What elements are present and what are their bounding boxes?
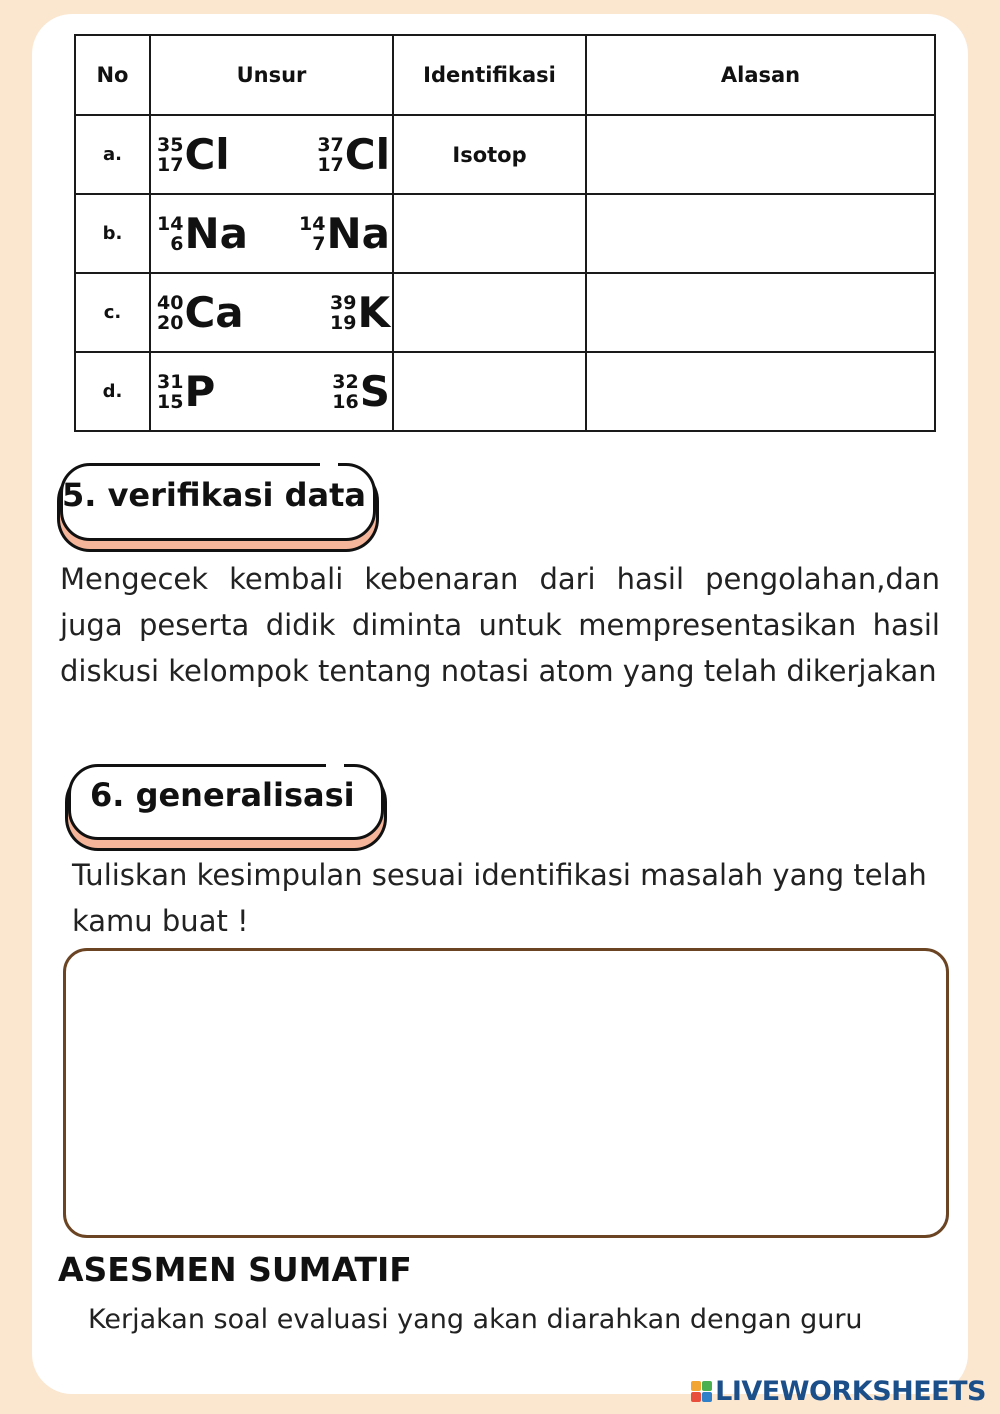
header-no: No <box>75 35 150 115</box>
element-symbol: Cl <box>184 129 230 179</box>
nuclide-notation <box>299 208 390 258</box>
alasan-cell[interactable] <box>586 194 935 273</box>
unsur-cell <box>150 273 393 352</box>
section6-title: 6. generalisasi <box>90 776 355 814</box>
identifikasi-cell[interactable] <box>393 352 586 431</box>
element-symbol: Ca <box>184 287 244 337</box>
atomic-number: 15 <box>157 390 184 413</box>
row-number: b. <box>75 194 150 273</box>
header-alasan: Alasan <box>586 35 935 115</box>
alasan-cell[interactable] <box>586 352 935 431</box>
nuclide-notation <box>157 129 230 179</box>
mass-number: 14 <box>157 212 184 235</box>
mass-number: 35 <box>157 133 184 156</box>
header-unsur: Unsur <box>150 35 393 115</box>
table-row <box>75 115 935 194</box>
logo-square <box>702 1392 712 1402</box>
liveworksheets-logo-icon <box>691 1381 712 1402</box>
atomic-number: 7 <box>312 232 326 255</box>
unsur-cell <box>150 115 393 194</box>
table-row <box>75 273 935 352</box>
identifikasi-cell[interactable]: Isotop <box>393 115 586 194</box>
unsur-cell <box>150 352 393 431</box>
nuclide-notation <box>157 287 244 337</box>
row-number: a. <box>75 115 150 194</box>
mass-number: 31 <box>157 370 184 393</box>
atomic-number: 19 <box>330 311 357 334</box>
logo-square <box>691 1381 701 1391</box>
logo-square <box>691 1392 701 1402</box>
mass-number: 32 <box>332 370 359 393</box>
element-symbol: Na <box>184 208 248 258</box>
element-symbol: P <box>184 366 216 416</box>
section5-text: Mengecek kembali kebenaran dari hasil pengolahan,dan juga peserta didik diminta untuk mempresentasikan hasil diskusi kelompok tentang notasi atom yang telah dikerjakan <box>60 562 940 688</box>
table-header-row <box>75 35 935 115</box>
unsur-cell <box>150 194 393 273</box>
nuclide-notation <box>317 129 390 179</box>
header-identifikasi: Identifikasi <box>393 35 586 115</box>
liveworksheets-brand[interactable] <box>691 1376 986 1407</box>
identifikasi-cell[interactable] <box>393 194 586 273</box>
atomic-number: 17 <box>317 153 344 176</box>
mass-number: 40 <box>157 291 184 314</box>
element-symbol: K <box>357 287 390 337</box>
logo-square <box>702 1381 712 1391</box>
atom-table <box>74 34 936 432</box>
table-row <box>75 352 935 431</box>
mass-number: 37 <box>317 133 344 156</box>
row-number: d. <box>75 352 150 431</box>
conclusion-answer-box[interactable] <box>63 948 949 1238</box>
element-symbol: S <box>359 366 390 416</box>
atomic-number: 6 <box>170 232 184 255</box>
identifikasi-cell[interactable] <box>393 273 586 352</box>
table-row <box>75 194 935 273</box>
element-symbol: Cl <box>344 129 390 179</box>
asesmen-title: ASESMEN SUMATIF <box>58 1250 412 1289</box>
nuclide-notation <box>330 287 390 337</box>
section5-title: 5. verifikasi data <box>62 476 367 514</box>
asesmen-text: Kerjakan soal evaluasi yang akan diarahkan dengan guru <box>88 1304 863 1335</box>
mass-number: 14 <box>299 212 326 235</box>
nuclide-notation <box>157 208 248 258</box>
nuclide-notation <box>332 366 390 416</box>
row-number: c. <box>75 273 150 352</box>
element-symbol: Na <box>326 208 390 258</box>
nuclide-notation <box>157 366 216 416</box>
atomic-number: 16 <box>332 390 359 413</box>
alasan-cell[interactable] <box>586 115 935 194</box>
alasan-cell[interactable] <box>586 273 935 352</box>
mass-number: 39 <box>330 291 357 314</box>
brand-name: LIVEWORKSHEETS <box>715 1376 986 1407</box>
section6-text: Tuliskan kesimpulan sesuai identifikasi masalah yang telah kamu buat ! <box>72 858 927 938</box>
atomic-number: 17 <box>157 153 184 176</box>
atomic-number: 20 <box>157 311 184 334</box>
